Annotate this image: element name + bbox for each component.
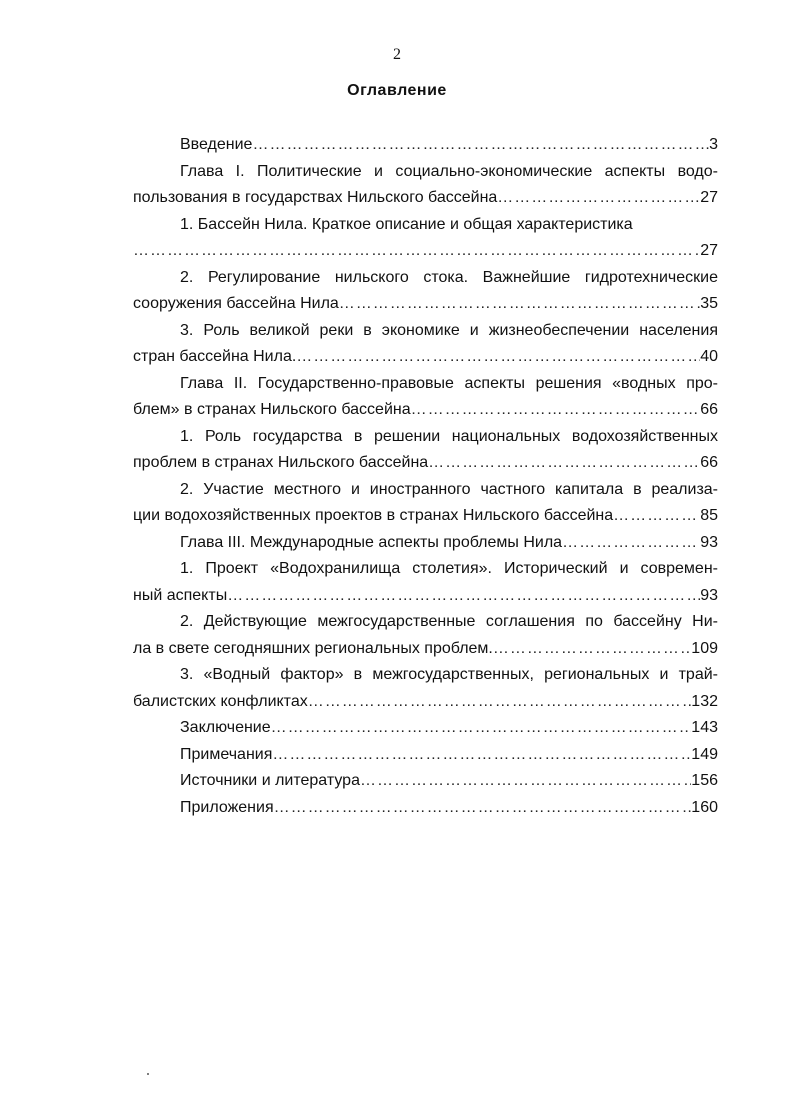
toc-entry-section-2-1-line-2 bbox=[133, 450, 718, 477]
leader-dots bbox=[339, 291, 700, 318]
toc-entry-page: 93 bbox=[700, 586, 718, 604]
toc-entry-page: 149 bbox=[691, 745, 718, 763]
toc-entry-text: Введение bbox=[180, 136, 253, 153]
toc-entry-text: блем» в странах Нильского бассейна bbox=[133, 401, 411, 418]
toc-entry-section-3-3-line-1: 3. «Водный фактор» в межгосударственных, региональных и трай- bbox=[180, 666, 718, 683]
toc-entry-page: 66 bbox=[700, 401, 718, 418]
toc-entry-page: 143 bbox=[691, 719, 718, 736]
toc-entry-section-1-3-line-2 bbox=[133, 344, 718, 371]
toc-entry-introduction bbox=[133, 132, 718, 159]
toc-entry-text: пользования в государствах Нильского бассейна bbox=[133, 189, 498, 206]
leader-dots bbox=[493, 636, 691, 663]
leader-dots bbox=[497, 185, 700, 212]
leader-dots bbox=[308, 689, 692, 716]
leader-dots bbox=[252, 132, 709, 159]
scan-speck bbox=[147, 1073, 149, 1075]
leader-dots bbox=[227, 583, 700, 610]
toc-entry-notes bbox=[133, 742, 718, 769]
toc-entry-text: стран бассейна Нила. bbox=[133, 348, 297, 365]
leader-dots bbox=[428, 450, 700, 477]
leader-dots bbox=[296, 344, 700, 371]
toc-entry-text: Заключение bbox=[180, 719, 271, 736]
toc-entry-page: 109 bbox=[691, 639, 718, 657]
toc-entry-section-3-1-line-2 bbox=[133, 583, 718, 610]
toc-entry-section-2-1-line-1: 1. Роль государства в решении национальных водохозяйственных bbox=[180, 427, 718, 445]
toc-entry-text: ный аспекты bbox=[133, 586, 228, 604]
toc-entry-conclusion bbox=[133, 715, 718, 742]
leader-dots bbox=[562, 530, 700, 557]
leader-dots bbox=[133, 238, 700, 265]
toc-entry-section-3-2-line-1: 2. Действующие межгосударственные соглашения по бассейну Ни- bbox=[180, 613, 718, 630]
toc-entry-text: ции водохозяйственных проектов в странах Нильского бассейна bbox=[133, 507, 614, 524]
toc-entry-appendices bbox=[133, 795, 718, 822]
leader-dots bbox=[360, 768, 691, 795]
toc-entry-text: сооружения бассейна Нила bbox=[133, 295, 339, 312]
table-of-contents bbox=[133, 132, 718, 821]
toc-entry-page: 85 bbox=[700, 507, 718, 524]
leader-dots bbox=[274, 795, 692, 822]
toc-entry-chapter-2-line-2 bbox=[133, 397, 718, 424]
toc-entry-text: проблем в странах Нильского бассейна bbox=[133, 454, 429, 471]
toc-entry-page: 160 bbox=[691, 798, 718, 816]
toc-entry-section-1-1-line-1: 1. Бассейн Нила. Краткое описание и общая характеристика bbox=[180, 215, 633, 233]
toc-entry-text: Источники и литература bbox=[180, 772, 360, 789]
leader-dots bbox=[411, 397, 701, 424]
toc-entry-chapter-3 bbox=[133, 530, 718, 557]
toc-entry-chapter-2-line-1: Глава II. Государственно-правовые аспекты решения «водных про- bbox=[180, 374, 718, 392]
toc-entry-page: 27 bbox=[700, 189, 718, 206]
toc-entry-section-2-2-line-2 bbox=[133, 503, 718, 530]
toc-entry-section-2-2-line-1: 2. Участие местного и иностранного частного капитала в реализа- bbox=[180, 480, 718, 498]
toc-entry-page: 35 bbox=[700, 295, 718, 312]
toc-entry-page: 66 bbox=[700, 454, 718, 471]
toc-entry-page: 40 bbox=[700, 348, 718, 365]
toc-entry-text: ла в свете сегодняшних региональных проблем. bbox=[133, 639, 493, 657]
toc-title: Оглавление bbox=[347, 82, 447, 99]
toc-entry-text: Приложения bbox=[180, 798, 274, 816]
page-number: 2 bbox=[393, 46, 401, 63]
toc-entry-page: 93 bbox=[700, 533, 718, 551]
toc-entry-text: Примечания bbox=[180, 745, 273, 763]
toc-entry-chapter-1-line-2 bbox=[133, 185, 718, 212]
toc-entry-section-1-2-line-2 bbox=[133, 291, 718, 318]
toc-entry-section-1-1-line-2 bbox=[133, 238, 718, 265]
toc-entry-text: балистских конфликтах bbox=[133, 692, 308, 710]
toc-entry-text: Глава III. Международные аспекты проблемы Нила bbox=[180, 533, 563, 551]
leader-dots bbox=[613, 503, 700, 530]
toc-entry-section-3-3-line-2 bbox=[133, 689, 718, 716]
toc-entry-page: 156 bbox=[691, 772, 718, 789]
toc-entry-page: 27 bbox=[700, 242, 718, 259]
toc-entry-section-3-1-line-1: 1. Проект «Водохранилища столетия». Исторический и современ- bbox=[180, 560, 718, 577]
toc-entry-page: 132 bbox=[691, 692, 718, 710]
leader-dots bbox=[272, 742, 691, 769]
toc-entry-chapter-1-line-1: Глава I. Политические и социально-экономические аспекты водо- bbox=[180, 162, 718, 180]
toc-entry-section-1-2-line-1: 2. Регулирование нильского стока. Важнейшие гидротехнические bbox=[180, 268, 718, 286]
toc-entry-section-3-2-line-2 bbox=[133, 636, 718, 663]
toc-entry-section-1-3-line-1: 3. Роль великой реки в экономике и жизнеобеспечении населения bbox=[180, 321, 718, 339]
toc-entry-sources bbox=[133, 768, 718, 795]
leader-dots bbox=[271, 715, 692, 742]
toc-entry-page: 3 bbox=[709, 136, 718, 153]
